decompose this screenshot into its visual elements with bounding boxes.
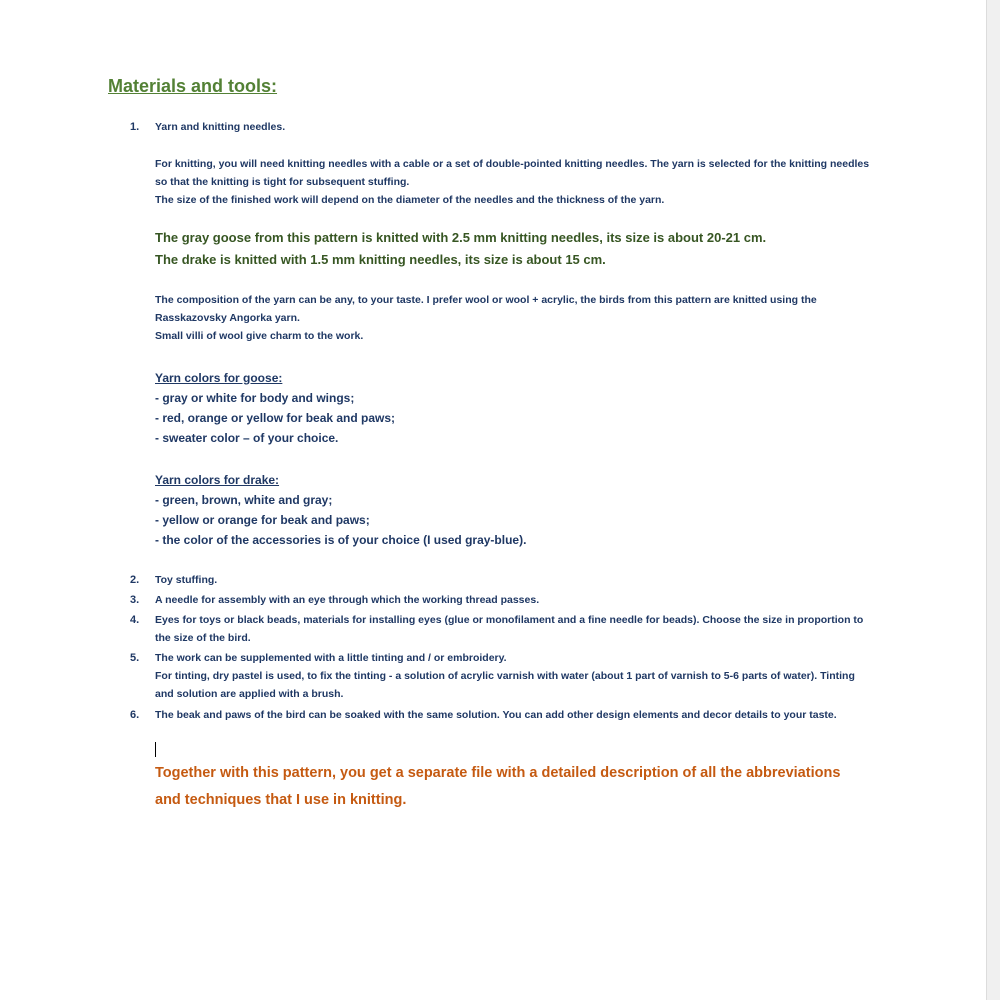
paragraph-line: Rasskazovsky Angorka yarn. [155,312,300,324]
goose-colors-title: Yarn colors for goose: [155,371,283,385]
paragraph-line: Small villi of wool give charm to the work. [155,330,364,342]
note-line: and techniques that I use in knitting. [155,792,407,808]
list-item-line: A needle for assembly with an eye through which the working thread passes. [155,594,540,606]
paragraph-line: For knitting, you will need knitting needles with a cable or a set of double-pointed knitting needles. The yarn is selected for the knitting needles [155,158,870,170]
text-cursor[interactable] [155,742,156,757]
list-item-line: The beak and paws of the bird can be soaked with the same solution. You can add other design elements and decor details to your taste. [155,709,837,721]
list-number-6: 6. [130,709,140,721]
viewer-right-edge [986,0,1000,1000]
drake-size-line: The drake is knitted with 1.5 mm knitting needles, its size is about 15 cm. [155,252,606,267]
color-line: - yellow or orange for beak and paws; [155,513,370,527]
list-item-line: Eyes for toys or black beads, materials for installing eyes (glue or monofilament and a fine needle for beads). Choose the size in proportion to [155,614,864,626]
list-number-1: 1. [130,121,140,133]
paragraph-line: The size of the finished work will depend on the diameter of the needles and the thickness of the yarn. [155,194,665,206]
list-item-line: and solution are applied with a brush. [155,688,344,700]
paragraph-line: The composition of the yarn can be any, to your taste. I prefer wool or wool + acrylic, the birds from this pattern are knitted using the [155,294,817,306]
paragraph-line: so that the knitting is tight for subsequent stuffing. [155,176,410,188]
list-item-2 [155,571,945,589]
abbreviations-note [155,760,955,814]
list-number-5: 5. [130,652,140,664]
list-item-3 [155,591,945,609]
list-item-line: The work can be supplemented with a little tinting and / or embroidery. [155,652,507,664]
list-item-line: Toy stuffing. [155,574,218,586]
list-item-line: For tinting, dry pastel is used, to fix the tinting - a solution of acrylic varnish with water (about 1 part of varnish to 5-6 parts of water). Tinting [155,670,855,682]
goose-size-line: The gray goose from this pattern is knitted with 2.5 mm knitting needles, its size is about 20-21 cm. [155,230,767,245]
color-line: - the color of the accessories is of your choice (I used gray-blue). [155,533,527,547]
section-heading: Materials and tools: [108,76,278,96]
goose-colors-section [155,368,955,448]
list-item-1-title: Yarn and knitting needles. [155,121,286,133]
note-line: Together with this pattern, you get a separate file with a detailed description of all the abbreviations [155,765,841,781]
list-number-4: 4. [130,614,140,626]
list-item-line: the size of the bird. [155,632,251,644]
list-number-3: 3. [130,594,140,606]
drake-colors-section [155,470,955,550]
list-item-4 [155,611,945,647]
yarn-composition-paragraph [155,291,955,345]
color-line: - green, brown, white and gray; [155,493,333,507]
list-item-5 [155,649,945,703]
size-info [155,227,955,271]
color-line: - sweater color – of your choice. [155,431,339,445]
list-item-6 [155,706,945,724]
color-line: - gray or white for body and wings; [155,391,355,405]
drake-colors-title: Yarn colors for drake: [155,473,280,487]
color-line: - red, orange or yellow for beak and paws; [155,411,396,425]
list-number-2: 2. [130,574,140,586]
needles-paragraph [155,155,955,209]
